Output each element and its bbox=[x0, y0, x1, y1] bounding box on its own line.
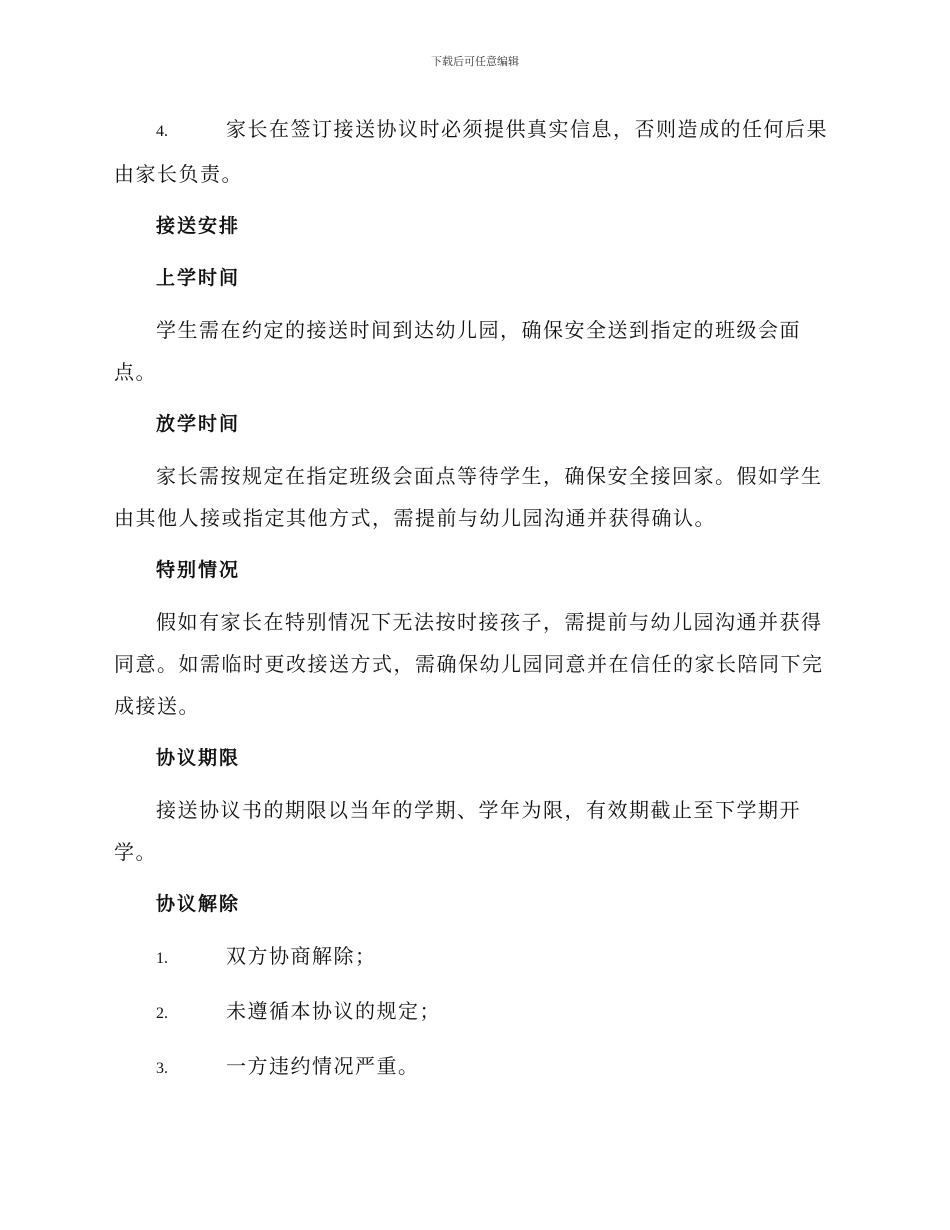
paragraph-term: 接送协议书的期限以当年的学期、学年为限，有效期截止至下学期开学。 bbox=[114, 798, 801, 864]
list-item bbox=[114, 990, 834, 1035]
numbered-paragraph-4 bbox=[114, 108, 834, 195]
page-header: 下载后可任意编辑 bbox=[431, 55, 519, 68]
paragraph-school-time: 学生需在约定的接送时间到达幼儿园，确保安全送到指定的班级会面点。 bbox=[114, 318, 801, 384]
item-text: 未遵循本协议的规定； bbox=[226, 999, 441, 1023]
section-heading-termination: 协议解除 bbox=[156, 893, 241, 915]
paragraph-special-cases: 假如有家长在特别情况下无法按时接孩子，需提前与幼儿园沟通并获得同意。如需临时更改接送方式，需确保幼儿园同意并在信任的家长陪同下完成接送。 bbox=[114, 610, 824, 718]
list-item bbox=[114, 935, 834, 980]
item-number: 1. bbox=[156, 950, 168, 967]
subheading-special-cases: 特别情况 bbox=[156, 559, 241, 581]
paragraph-dismissal-time: 家长需按规定在指定班级会面点等待学生，确保安全接回家。假如学生由其他人接或指定其他方式，需提前与幼儿园沟通并获得确认。 bbox=[114, 464, 823, 530]
item-number: 3. bbox=[156, 1060, 168, 1077]
section-heading-term: 协议期限 bbox=[156, 747, 241, 769]
subheading-dismissal-time: 放学时间 bbox=[156, 413, 241, 435]
item-number: 4. bbox=[156, 123, 168, 140]
subheading-school-time: 上学时间 bbox=[156, 267, 241, 289]
item-number: 2. bbox=[156, 1005, 168, 1022]
item-text: 家长在签订接送协议时必须提供真实信息，否则造成的任何后果由家长负责。 bbox=[114, 117, 828, 186]
list-item bbox=[114, 1045, 834, 1090]
section-heading-arrangement: 接送安排 bbox=[156, 215, 241, 237]
item-text: 双方协商解除； bbox=[226, 944, 377, 968]
document-body bbox=[114, 108, 834, 1100]
item-text: 一方违约情况严重。 bbox=[226, 1054, 420, 1078]
